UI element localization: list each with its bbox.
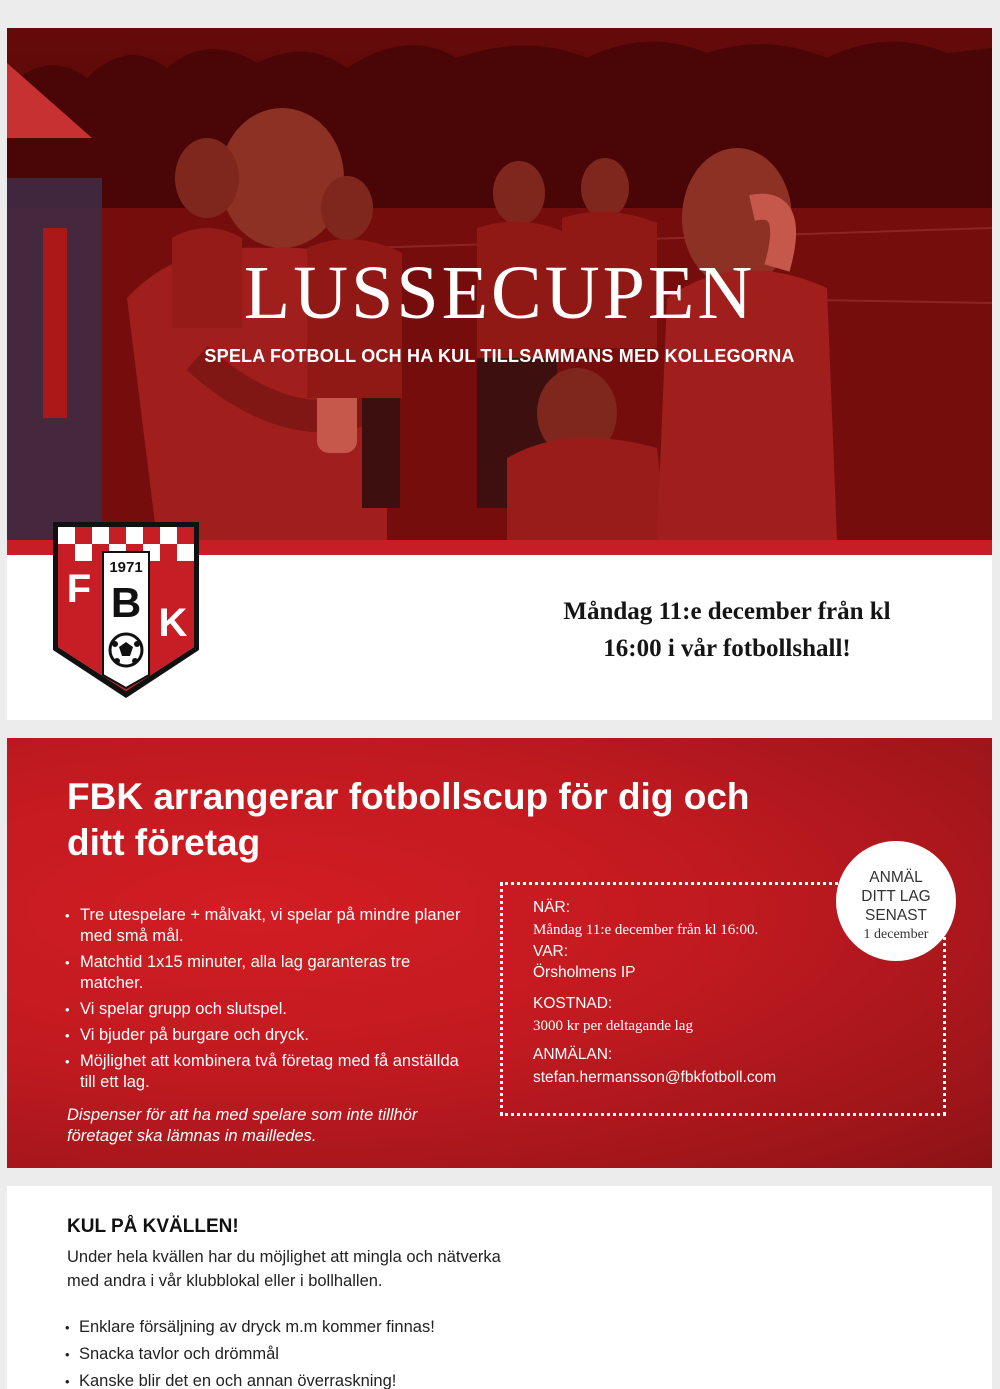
event-date-line1: Måndag 11:e december från kl [563,598,891,625]
feature-item [65,999,465,1020]
bullet-icon: • [65,1054,70,1069]
feature-item [65,952,465,994]
feature-text: Möjlighet att kombinera två företag med få anställda till ett lag. [80,1052,459,1091]
feature-item [65,1025,465,1046]
cost-value: 3000 kr per deltagande lag [533,1018,693,1034]
feature-text: Matchtid 1x15 minuter, alla lag garanteras tre matcher. [80,953,411,992]
dispenser-note: Dispenser för att ha med spelare som inte tillhör företaget ska lämnas in mailledes. [67,1106,418,1145]
evening-item-text: Enklare försäljning av dryck m.m kommer finnas! [79,1318,435,1336]
fbk-crest-logo [51,520,201,700]
evening-text-line1: Under hela kvällen har du möjlighet att mingla och nätverka [67,1248,501,1266]
evening-item [65,1314,435,1341]
signup-email[interactable]: stefan.hermansson@fbkfotboll.com [533,1069,777,1086]
bullet-icon: • [65,955,70,970]
evening-item [65,1341,435,1368]
badge-line4: 1 december [863,927,929,942]
evening-card [7,1186,992,1389]
feature-text: Tre utespelare + målvakt, vi spelar på mindre planer med små mål. [80,906,461,945]
event-subtitle: SPELA FOTBOLL OCH HA KUL TILLSAMMANS MED KOLLEGORNA [204,346,795,366]
bullet-icon: • [65,908,70,923]
crest-letter-k: K [158,601,188,645]
signup-label: ANMÄLAN: [533,1046,613,1063]
event-date-line2: 16:00 i vår fotbollshall! [603,635,851,662]
feature-text: Vi spelar grupp och slutspel. [80,1000,287,1018]
evening-item [65,1368,435,1389]
evening-text [67,1245,567,1293]
evening-title: KUL PÅ KVÄLLEN! [67,1216,239,1237]
crest-year: 1971 [109,559,143,576]
feature-list [65,905,465,1098]
bullet-icon: • [65,1028,70,1043]
details-heading-line1: FBK arrangerar fotbollscup för dig och [67,776,750,817]
hero-photo [7,28,992,540]
feature-text: Vi bjuder på burgare och dryck. [80,1026,309,1044]
when-label: NÄR: [533,899,571,916]
details-heading-line2: ditt företag [67,822,261,863]
details-heading [67,774,827,866]
badge-line1: ANMÄL [869,869,923,886]
bullet-icon: • [65,1320,70,1335]
details-card [7,738,992,1168]
badge-line2: DITT LAG [861,888,931,905]
evening-text-line2: med andra i vår klubblokal eller i bollhallen. [67,1272,383,1290]
event-date-text [547,593,907,667]
feature-item [65,905,465,947]
cost-label: KOSTNAD: [533,995,613,1012]
hero-card [7,28,992,720]
crest-letter-b: B [110,579,142,626]
badge-line3: SENAST [864,907,927,924]
bullet-icon: • [65,1374,70,1389]
evening-item-text: Kanske blir det en och annan överraskning! [79,1372,397,1389]
crest-letter-f: F [66,567,92,611]
bullet-icon: • [65,1347,70,1362]
evening-list [65,1314,435,1389]
bullet-icon: • [65,1002,70,1017]
feature-item [65,1051,465,1093]
event-title: LUSSECUPEN [243,251,756,335]
evening-item-text: Snacka tavlor och drömmål [79,1345,279,1363]
when-value: Måndag 11:e december från kl 16:00. [533,922,759,938]
where-label: VAR: [533,943,569,960]
where-value: Örsholmens IP [533,964,636,981]
signup-deadline-badge [836,841,956,961]
